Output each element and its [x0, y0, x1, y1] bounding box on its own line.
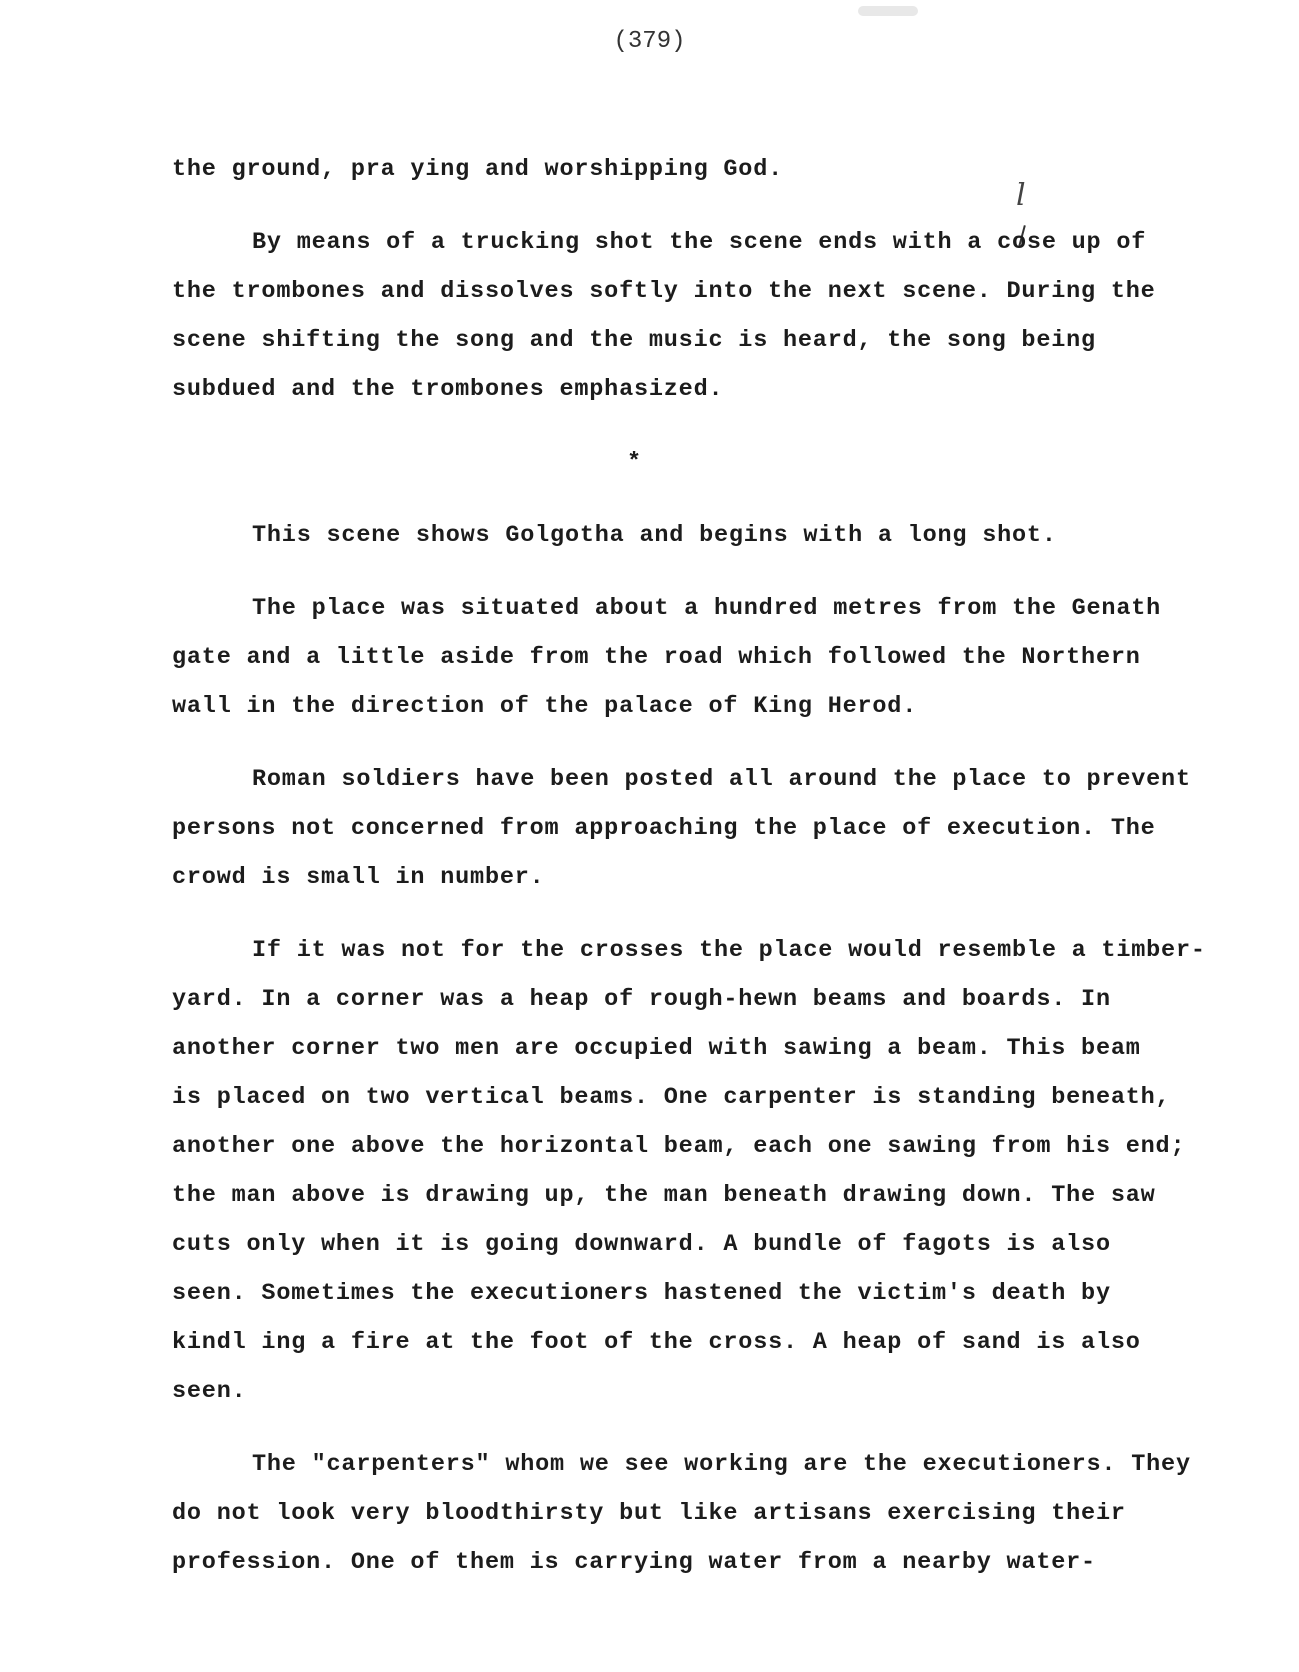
paragraph	[172, 145, 1212, 194]
scan-smudge	[858, 6, 918, 16]
text-line: The "carpenters" whom we see working are the executioners. They	[252, 1451, 1191, 1478]
text-line: subdued and the trombones emphasized.	[172, 376, 724, 403]
text-line: The place was situated about a hundred metres from the Genath	[252, 595, 1162, 622]
page-number: (379)	[613, 28, 686, 55]
text-line: the man above is drawing up, the man beneath drawing down. The saw	[172, 1182, 1156, 1209]
text-line: seen. Sometimes the executioners hastened the victim's death by	[172, 1280, 1111, 1307]
text-line: kindl ing a fire at the foot of the cross. A heap of sand is also	[172, 1329, 1141, 1356]
text-line: the trombones and dissolves softly into the next scene. During the	[172, 278, 1156, 305]
text-line: crowd is small in number.	[172, 864, 545, 891]
text-line: yard. In a corner was a heap of rough-hewn beams and boards. In	[172, 986, 1111, 1013]
paragraph	[172, 926, 1212, 1416]
text-line: This scene shows Golgotha and begins with a long shot.	[252, 522, 1057, 549]
text-line: is placed on two vertical beams. One carpenter is standing beneath,	[172, 1084, 1171, 1111]
paragraph	[172, 1440, 1212, 1587]
text-line: another one above the horizontal beam, each one sawing from his end;	[172, 1133, 1186, 1160]
text-line: If it was not for the crosses the place would resemble a timber-	[252, 937, 1206, 964]
paragraph	[172, 755, 1212, 902]
text-line: another corner two men are occupied with sawing a beam. This beam	[172, 1035, 1141, 1062]
paragraph	[172, 218, 1212, 414]
text-line: Roman soldiers have been posted all around the place to prevent	[252, 766, 1191, 793]
paragraph	[172, 584, 1212, 731]
paragraph	[172, 511, 1212, 560]
text-line: do not look very bloodthirsty but like artisans exercising their	[172, 1500, 1126, 1527]
paragraphs-before-separator	[172, 145, 1212, 414]
text-line: scene shifting the song and the music is heard, the song being	[172, 327, 1096, 354]
paragraphs-after-separator	[172, 511, 1212, 1587]
scene-separator: *	[627, 449, 642, 476]
text-line: By means of a trucking shot the scene ends with a cose up of	[252, 229, 1147, 256]
body-text	[172, 145, 1212, 1611]
text-line: cuts only when it is going downward. A bundle of fagots is also	[172, 1231, 1111, 1258]
text-line: the ground, pra ying and worshipping God.	[172, 156, 783, 183]
text-line: profession. One of them is carrying water from a nearby water-	[172, 1549, 1096, 1576]
text-line: wall in the direction of the palace of King Herod.	[172, 693, 918, 720]
text-line: seen.	[172, 1378, 247, 1405]
text-line: persons not concerned from approaching the place of execution. The	[172, 815, 1156, 842]
text-line: gate and a little aside from the road which followed the Northern	[172, 644, 1141, 671]
handwritten-correction: l	[1016, 178, 1026, 213]
